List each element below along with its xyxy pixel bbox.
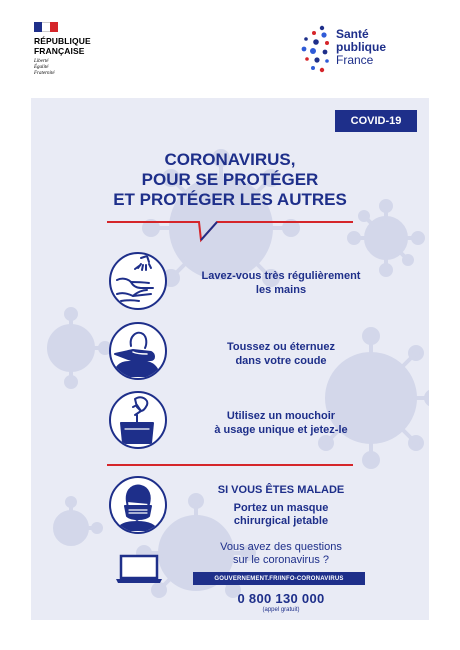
mask-icon xyxy=(109,476,167,534)
spf-line3: France xyxy=(336,53,374,67)
phone-number[interactable]: 0 800 130 000 xyxy=(237,591,325,606)
sick-line2: chirurgical jetable xyxy=(233,515,329,527)
french-flag-icon xyxy=(34,22,58,32)
step-handwashing-text xyxy=(171,269,391,297)
covid-badge: COVID-19 xyxy=(335,110,417,132)
republic-line1: RÉPUBLIQUE xyxy=(34,36,91,46)
contact-question xyxy=(181,541,381,567)
step3-line1: Utilisez un mouchoir xyxy=(226,410,336,422)
sick-title: SI VOUS ÊTES MALADE xyxy=(217,484,345,496)
title-line3: ET PROTÉGER LES AUTRES xyxy=(113,190,347,209)
title-underline-icon xyxy=(31,216,429,256)
step1-line1: Lavez-vous très régulièrement xyxy=(201,270,361,282)
hand-washing-icon xyxy=(109,252,167,310)
section-divider xyxy=(107,464,353,466)
sick-line1: Portez un masque xyxy=(233,502,329,514)
question-line1: Vous avez des questions xyxy=(220,541,342,553)
info-url-link[interactable]: GOUVERNEMENT.FR/INFO-CORONAVIRUS xyxy=(193,572,365,585)
republique-francaise-logo xyxy=(34,22,114,77)
sick-instruction xyxy=(171,502,391,528)
step-tissue-text xyxy=(171,409,391,437)
tissue-icon xyxy=(109,391,167,449)
step2-line2: dans votre coude xyxy=(235,355,327,367)
motto-fraternite: Fraternité xyxy=(34,71,55,76)
cough-elbow-icon xyxy=(109,322,167,380)
title-line2: POUR SE PROTÉGER xyxy=(141,170,319,189)
step1-line2: les mains xyxy=(255,284,307,296)
spf-line2: publique xyxy=(336,40,386,54)
laptop-icon xyxy=(115,554,163,584)
motto-liberte: Liberté xyxy=(34,59,49,64)
sante-publique-france-logo xyxy=(300,24,410,78)
question-line2: sur le coronavirus ? xyxy=(233,554,329,566)
title-line1: CORONAVIRUS, xyxy=(164,150,296,169)
covid-poster xyxy=(31,98,429,620)
step2-line1: Toussez ou éternuez xyxy=(227,341,335,353)
motto-egalite: Égalité xyxy=(34,65,49,70)
step-cough-text xyxy=(171,340,391,368)
spf-dots-icon xyxy=(300,24,334,76)
republic-line2: FRANÇAISE xyxy=(34,46,85,56)
spf-line1: Santé xyxy=(336,27,369,41)
poster-title xyxy=(31,150,429,210)
free-call-note: (appel gratuit) xyxy=(262,607,300,613)
step3-line2: à usage unique et jetez-le xyxy=(214,424,348,436)
